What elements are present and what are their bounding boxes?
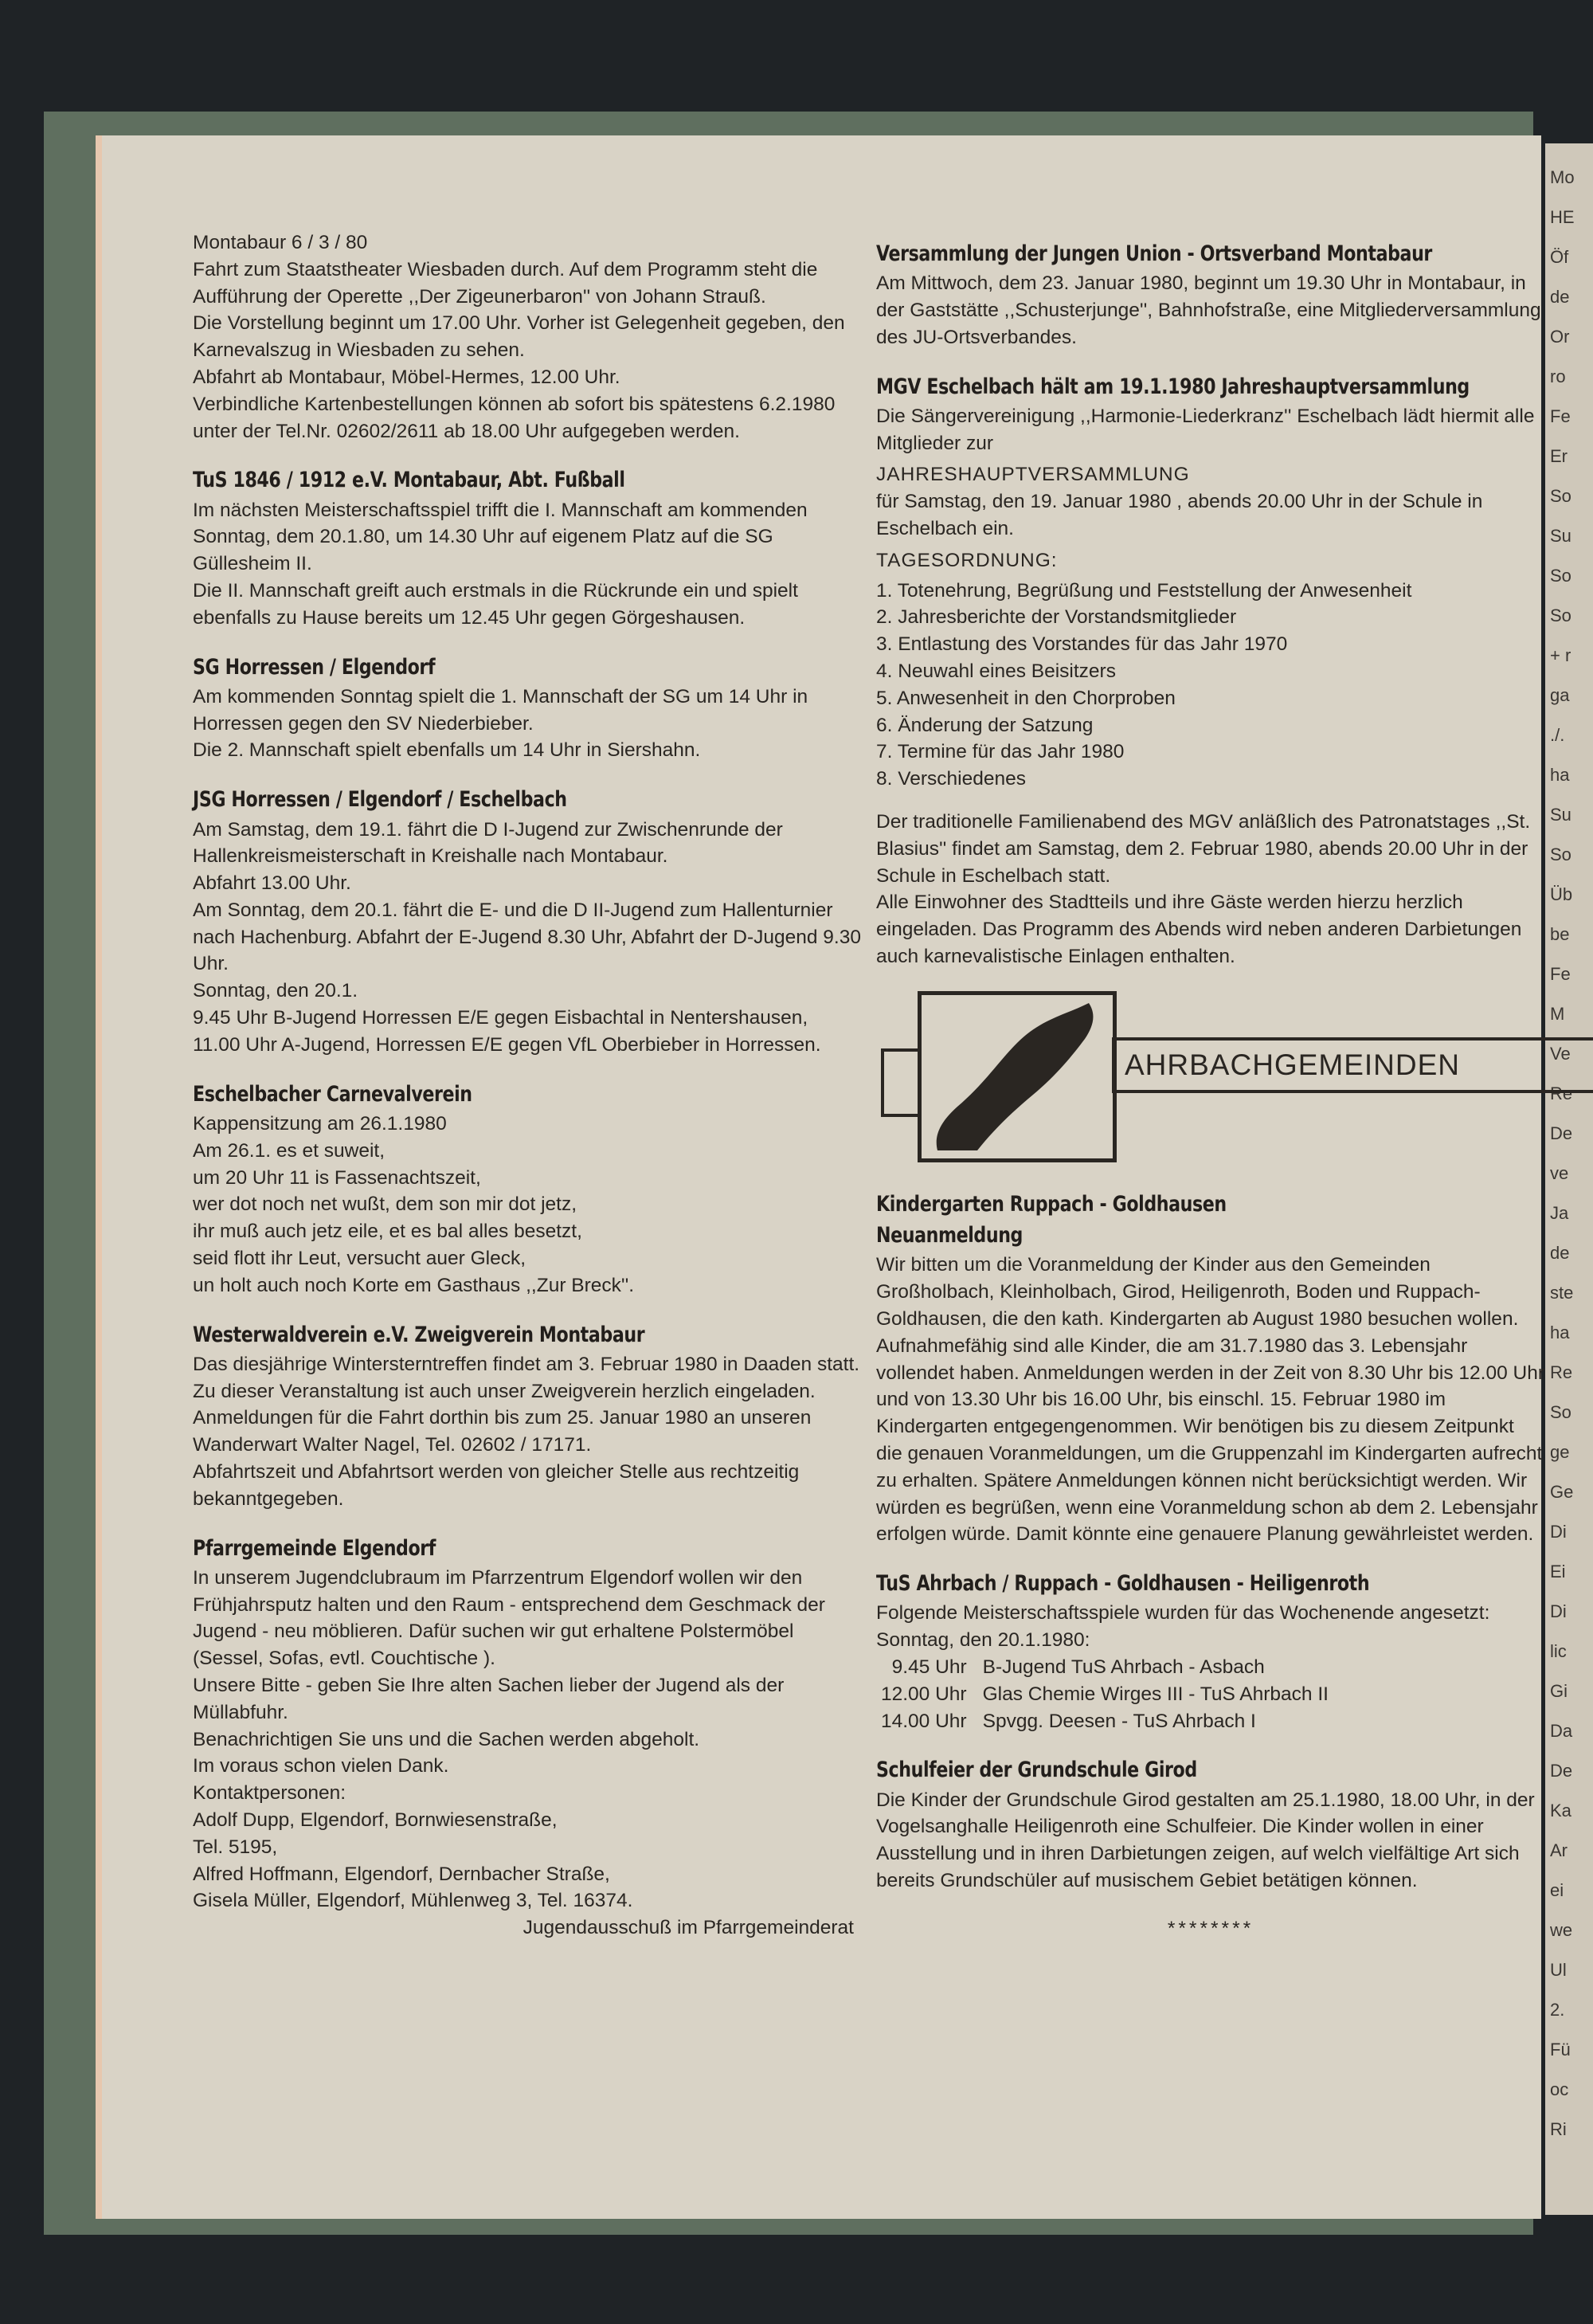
next-page-fragment: Gi	[1550, 1681, 1568, 1701]
next-page-fragment: Öf	[1550, 247, 1569, 267]
next-page-fragment: ha	[1550, 765, 1570, 785]
next-page-fragment: Fü	[1550, 2040, 1571, 2059]
table-row	[881, 1654, 1344, 1681]
article-body: Das diesjährige Wintersterntreffen findet am 3. Februar 1980 in Daaden statt. Zu dieser Veranstaltung ist auch unser Zweigverein herzlich eingeladen. Anmeldungen für die Fahrt dorthin bis zum 25. Januar 1980 an unseren Wanderwart Walter Nagel, Tel. 02602 / 17171. Abfahrtszeit und Abfahrtsort werden von gleicher Stelle aus rechtzeitig bekanntgegeben.	[193, 1353, 860, 1510]
next-page-fragment: Di	[1550, 1522, 1567, 1542]
article-sg-horressen	[193, 653, 862, 765]
article-body: Am Mittwoch, dem 23. Januar 1980, beginnt um 19.30 Uhr in Montabaur, in der Gaststätte ,,Schusterjunge'', Bahnhofstraße, eine Mitgliederversammlung des JU-Ortsverbandes.	[876, 272, 1541, 348]
next-page-fragment: Ri	[1550, 2119, 1567, 2139]
next-page-fragment: De	[1550, 1123, 1573, 1143]
next-page-fragment: Ka	[1550, 1801, 1571, 1820]
game-match: Glas Chemie Wirges III - TuS Ahrbach II	[982, 1683, 1329, 1705]
article-tus-ahrbach	[876, 1569, 1545, 1734]
next-page-fragment: So	[1550, 605, 1571, 625]
article-tus-montabaur	[193, 465, 862, 631]
banner-logo-box	[918, 991, 1117, 1162]
article-body: Im nächsten Meisterschaftsspiel trifft die I. Mannschaft am kommenden Sonntag, dem 20.1.80, um 14.30 Uhr auf eigenem Platz auf die SG Güllesheim II. Die II. Mannschaft greift auch erstmals in die Rückrunde ein und spielt ebenfalls zu Hause bereits um 12.45 Uhr gegen Görgeshausen.	[193, 499, 808, 629]
article-body: Die Kinder der Grundschule Girod gestalten am 25.1.1980, 18.00 Uhr, in der Vogelsanghalle Heiligenroth eine Schulfeier. Die Kinder wollen in einer Ausstellung und in ihren Darbietungen zeigen, auf welch vielfältige Art sich bereits Grundschüler auf musischem Gebiet betätigen können.	[876, 1789, 1535, 1891]
next-page-fragment: Su	[1550, 526, 1571, 546]
next-page-fragment: lic	[1550, 1641, 1567, 1661]
article-staatstheater	[193, 229, 862, 445]
next-page-fragment: ge	[1550, 1442, 1570, 1462]
next-page-fragment: Ar	[1550, 1840, 1568, 1860]
event-title: JAHRESHAUPTVERSAMMLUNG	[876, 464, 1190, 486]
agenda-item: 2. Jahresberichte der Vorstandsmitglieder	[876, 606, 1237, 629]
separator: ********	[1167, 1917, 1254, 1939]
article-carnevalverein	[193, 1080, 862, 1299]
table-row	[881, 1708, 1344, 1735]
next-page-fragment: Üb	[1550, 884, 1573, 904]
next-page-fragment: de	[1550, 1243, 1570, 1263]
next-page-fragment: we	[1550, 1920, 1573, 1940]
next-page-fragment: Fe	[1550, 964, 1571, 984]
article-body: Am Samstag, dem 19.1. fährt die D I-Jugend zur Zwischenrunde der Hallenkreismeisterschaft in Kreishalle nach Montabaur. Abfahrt 13.00 Uhr. Am Sonntag, dem 20.1. fährt die E- und die D II-Jugend zum Hallenturnier nach Hachenburg. Abfahrt der E-Jugend 8.30 Uhr, Abfahrt der D-Jugend 9.30 Uhr. Sonntag, den 20.1. 9.45 Uhr B-Jugend Horressen E/E gegen Eisbachtal in Nentershausen, 11.00 Uhr A-Jugend, Horressen E/E gegen VfL Oberbieber in Horressen.	[193, 818, 861, 1056]
next-page-fragment: ha	[1550, 1323, 1570, 1342]
article-heading: MGV Eschelbach hält am 19.1.1980 Jahreshauptversammlung	[876, 374, 1470, 399]
article-schulfeier	[876, 1755, 1545, 1894]
next-page-fragment: Ul	[1550, 1960, 1567, 1980]
game-match: B-Jugend TuS Ahrbach - Asbach	[982, 1656, 1265, 1678]
agenda-item: 8. Verschiedenes	[876, 768, 1026, 790]
agenda-item: 5. Anwesenheit in den Chorproben	[876, 687, 1176, 709]
ahrbachgemeinden-banner	[876, 991, 1545, 1162]
article-mgv-eschelbach	[876, 372, 1545, 970]
next-page-fragment: M	[1550, 1004, 1565, 1024]
article-subheading: Neuanmeldung	[876, 1223, 1023, 1248]
article-body: Der traditionelle Familienabend des MGV anläßlich des Patronatstages ,,St. Blasius'' findet am Samstag, dem 2. Februar 1980, abends 20.00 Uhr in der Schule in Eschelbach statt. Alle Einwohner des Stadtteils und ihre Gäste werden hierzu herzlich eingeladen. Das Programm des Abends wird neben anderen Darbietungen auch karnevalistische Einlagen enthalten.	[876, 811, 1531, 968]
next-page-fragment: ei	[1550, 1880, 1564, 1900]
next-page-fragment: Mo	[1550, 167, 1575, 187]
article-intro: Die Sängervereinigung ,,Harmonie-Liederkranz'' Eschelbach lädt hiermit alle Mitglieder zur	[876, 405, 1535, 454]
agenda-list	[876, 578, 1545, 793]
next-page-edge	[1545, 143, 1593, 2215]
right-column	[876, 239, 1545, 1942]
article-jsg-horressen	[193, 785, 862, 1058]
agenda-item: 6. Änderung der Satzung	[876, 714, 1094, 736]
next-page-fragment: Or	[1550, 327, 1570, 347]
next-page-fragment: Re	[1550, 1084, 1573, 1103]
article-body: Wir bitten um die Voranmeldung der Kinder aus den Gemeinden Großholbach, Kleinholbach, Girod, Heiligenroth, Boden und Ruppach-Goldhausen, die den kath. Kindergarten ab August 1980 besuchen wollen. Aufnahmefähig sind alle Kinder, die am 31.7.1980 das 3. Lebensjahr vollendet haben. Anmeldungen werden in der Zeit von 8.30 Uhr bis 12.00 Uhr und von 13.30 Uhr bis 16.00 Uhr, bis einschl. 15. Februar 1980 im Kindergarten entgegengenommen. Wir benötigen bis zu diesem Zeitpunkt die genauen Voranmeldungen, um die Gruppenzahl im Kindergarten aufrecht zu erhalten. Spätere Anmeldungen können nicht berücksichtigt werden. Wir würden es begrüßen, wenn eine Voranmeldung schon ab dem 2. Lebensjahr erfolgen würde. Damit könnte eine genauere Planung gewährleistet werden.	[876, 1254, 1544, 1546]
next-page-fragment: Ge	[1550, 1482, 1574, 1502]
next-page-fragment: So	[1550, 1402, 1571, 1422]
article-heading: Eschelbacher Carnevalverein	[193, 1081, 472, 1107]
agenda-title: TAGESORDNUNG:	[876, 549, 1058, 571]
next-page-fragment: Fe	[1550, 406, 1571, 426]
article-body: Am kommenden Sonntag spielt die 1. Mannschaft der SG um 14 Uhr in Horressen gegen den SV Niederbieber. Die 2. Mannschaft spielt ebenfalls um 14 Uhr in Siershahn.	[193, 685, 808, 762]
next-page-fragment: Re	[1550, 1362, 1573, 1382]
next-page-fragment: ste	[1550, 1283, 1574, 1303]
article-westerwaldverein	[193, 1320, 862, 1513]
article-heading: Kindergarten Ruppach - Goldhausen	[876, 1191, 1227, 1217]
agenda-item: 3. Entlastung des Vorstandes für das Jahr 1970	[876, 633, 1288, 656]
ahrbach-map-icon	[922, 995, 1113, 1158]
next-page-fragment: Ja	[1550, 1203, 1569, 1223]
article-body: In unserem Jugendclubraum im Pfarrzentrum Elgendorf wollen wir den Frühjahrsputz halten und den Raum - entsprechend dem Geschmack der Jugend - neu möblieren. Dafür suchen wir gut erhaltene Polstermöbel (Sessel, Sofas, evtl. Couchtische ). Unsere Bitte - geben Sie Ihre alten Sachen lieber der Jugend als der Müllabfuhr. Benachrichtigen Sie uns und die Sachen werden abgeholt. Im voraus schon vielen Dank. Kontaktpersonen: Adolf Dupp, Elgendorf, Bornwiesenstraße, Tel. 5195, Alfred Hoffmann, Elgendorf, Dernbacher Straße, Gisela Müller, Elgendorf, Mühlenweg 3, Tel. 16374.	[193, 1566, 825, 1912]
article-body: Kappensitzung am 26.1.1980 Am 26.1. es et suweit, um 20 Uhr 11 is Fassenachtszeit, wer dot noch net wußt, dem son mir dot jetz, ihr muß auch jetz eile, et es bal alles besetzt, seid flott ihr Leut, versucht auer Gleck, un holt auch noch Korte em Gasthaus ,,Zur Breck''.	[193, 1112, 635, 1296]
banner-label: AHRBACHGEMEINDEN	[1112, 1037, 1593, 1093]
next-page-fragment: So	[1550, 845, 1571, 864]
agenda-item: 1. Totenehrung, Begrüßung und Feststellung der Anwesenheit	[876, 579, 1412, 602]
next-page-fragment: So	[1550, 566, 1571, 586]
game-time: 14.00 Uhr	[881, 1710, 967, 1732]
agenda-item: 4. Neuwahl eines Beisitzers	[876, 660, 1116, 683]
article-heading: Schulfeier der Grundschule Girod	[876, 1758, 1197, 1783]
next-page-fragment: Su	[1550, 805, 1571, 825]
next-page-fragment: Ei	[1550, 1562, 1566, 1581]
article-signature: Jugendausschuß im Pfarrgemeinderat	[523, 1917, 854, 1939]
next-page-fragment: ga	[1550, 685, 1570, 705]
next-page-fragment: 2.	[1550, 2000, 1565, 2020]
article-heading: Versammlung der Jungen Union - Ortsverband Montabaur	[876, 241, 1432, 266]
article-heading: Westerwaldverein e.V. Zweigverein Montabaur	[193, 1322, 645, 1347]
game-schedule	[881, 1654, 1344, 1734]
game-match: Spvgg. Deesen - TuS Ahrbach I	[982, 1710, 1256, 1732]
next-page-fragment: oc	[1550, 2079, 1569, 2099]
article-pfarrgemeinde	[193, 1534, 862, 1942]
next-page-fragment: be	[1550, 924, 1570, 944]
next-page-fragment: + r	[1550, 645, 1571, 665]
article-intro: Folgende Meisterschaftsspiele wurden für das Wochenende angesetzt: Sonntag, den 20.1.1980:	[876, 1602, 1490, 1652]
article-heading: JSG Horressen / Elgendorf / Eschelbach	[193, 787, 567, 813]
next-page-fragment: ve	[1550, 1163, 1569, 1183]
next-page-fragment: ro	[1550, 366, 1566, 386]
next-page-fragment: Da	[1550, 1721, 1573, 1741]
article-heading: TuS 1846 / 1912 e.V. Montabaur, Abt. Fußball	[193, 468, 625, 493]
next-page-fragment: De	[1550, 1761, 1573, 1781]
article-junge-union	[876, 239, 1545, 351]
next-page-fragment: Di	[1550, 1601, 1567, 1621]
table-row	[881, 1681, 1344, 1708]
game-time: 9.45 Uhr	[891, 1656, 967, 1678]
next-page-fragment: So	[1550, 486, 1571, 506]
agenda-item: 7. Termine für das Jahr 1980	[876, 741, 1125, 763]
article-heading: TuS Ahrbach / Ruppach - Goldhausen - Heiligenroth	[876, 1571, 1370, 1597]
game-time: 12.00 Uhr	[881, 1683, 967, 1705]
event-details: für Samstag, den 19. Januar 1980 , abends 20.00 Uhr in der Schule in Eschelbach ein.	[876, 491, 1483, 540]
article-heading: Pfarrgemeinde Elgendorf	[193, 1535, 436, 1561]
article-body: Montabaur 6 / 3 / 80 Fahrt zum Staatstheater Wiesbaden durch. Auf dem Programm steht die Aufführung der Operette ,,Der Zigeunerbaron'' von Johann Strauß. Die Vorstellung beginnt um 17.00 Uhr. Vorher ist Gelegenheit gegeben, den Karnevalszug in Wiesbaden zu sehen. Abfahrt ab Montabaur, Möbel-Hermes, 12.00 Uhr. Verbindliche Kartenbestellungen können ab sofort bis spätestens 6.2.1980 unter der Tel.Nr. 02602/2611 ab 18.00 Uhr aufgegeben werden.	[193, 232, 845, 442]
next-page-fragment: HE	[1550, 207, 1575, 227]
next-page-fragment: ./.	[1550, 725, 1565, 745]
article-heading: SG Horressen / Elgendorf	[193, 654, 436, 680]
next-page-fragment: Ve	[1550, 1044, 1571, 1064]
next-page-fragment: de	[1550, 287, 1570, 307]
left-column	[193, 229, 862, 1962]
article-kindergarten	[876, 1189, 1545, 1548]
next-page-fragment: Er	[1550, 446, 1568, 466]
